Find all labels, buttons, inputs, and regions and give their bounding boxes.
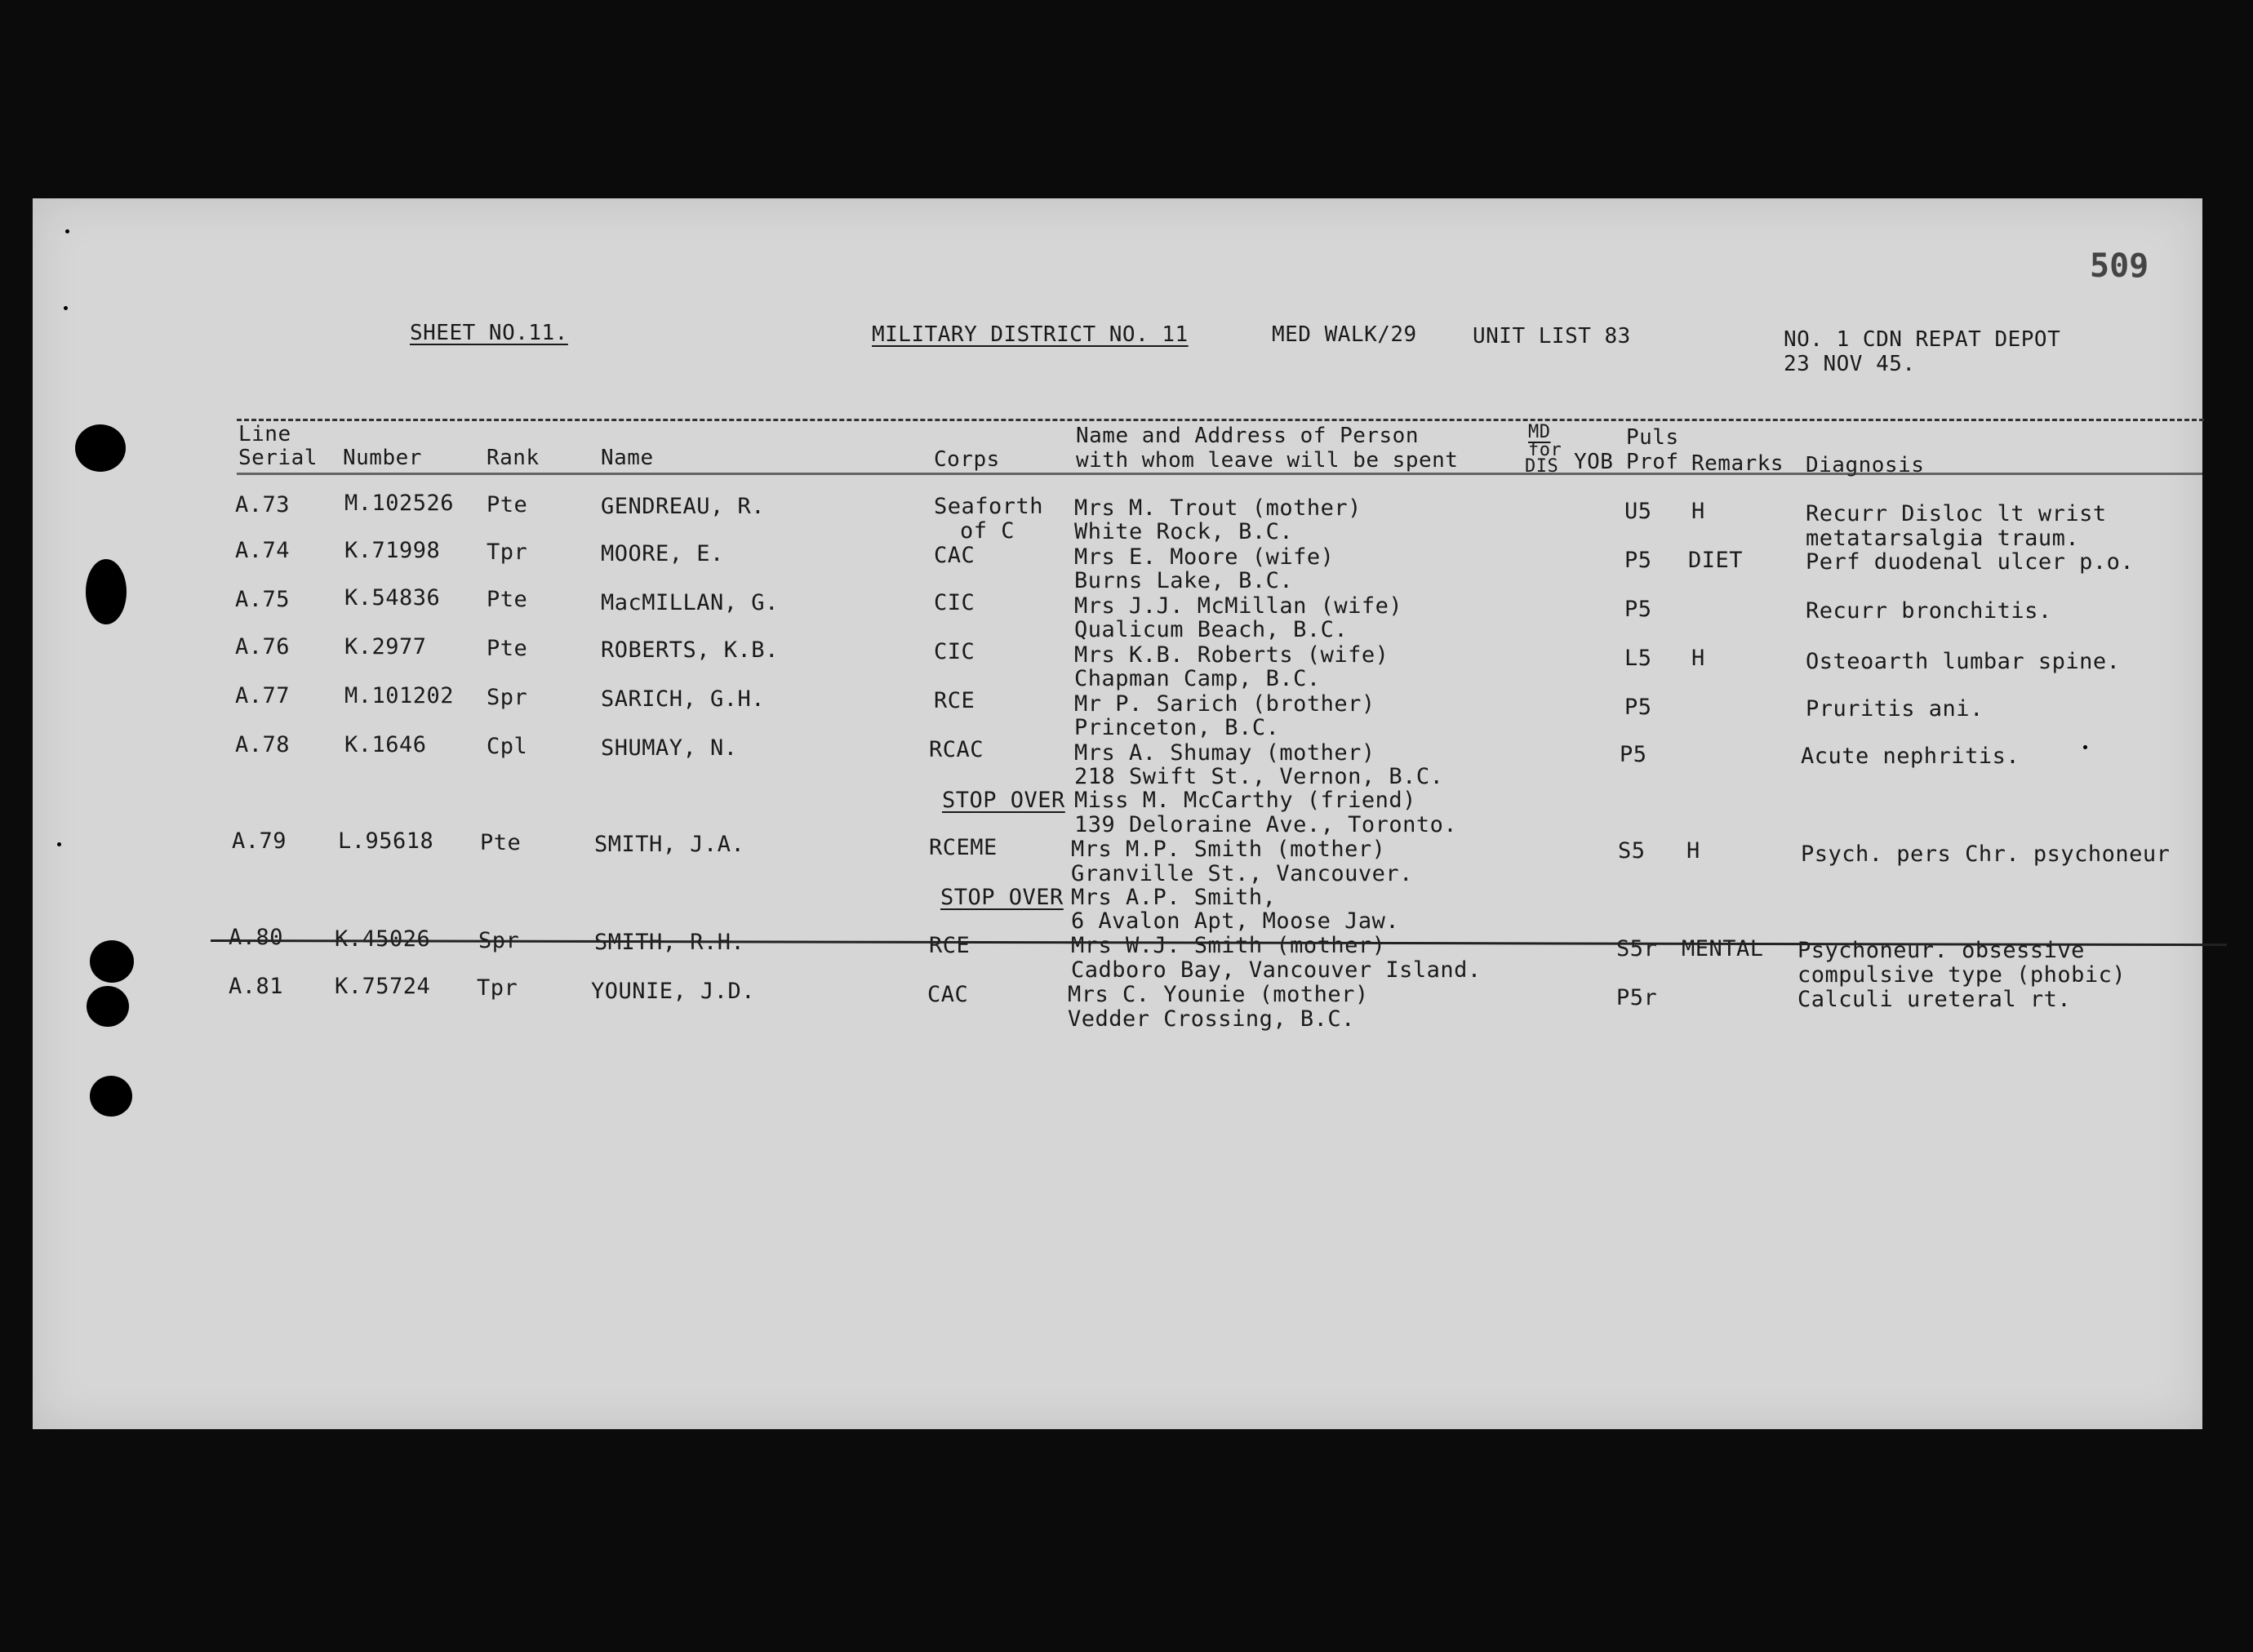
punch-hole: [87, 986, 129, 1027]
col-line: Line: [238, 422, 291, 446]
rank: Tpr: [487, 540, 528, 565]
remarks: H: [1691, 499, 1705, 524]
profile: U5: [1624, 499, 1652, 524]
profile: S5r: [1616, 936, 1658, 961]
number: M.101202: [344, 683, 455, 708]
col-name: Name: [601, 446, 654, 470]
address-line-2: Vedder Crossing, B.C.: [1068, 1006, 1355, 1032]
number: K.71998: [344, 538, 441, 563]
punch-hole: [86, 559, 127, 624]
address-line-4: 6 Avalon Apt, Moose Jaw.: [1071, 908, 1400, 934]
punch-hole: [75, 424, 126, 472]
address-line-2: Cadboro Bay, Vancouver Island.: [1071, 957, 1482, 983]
col-rank: Rank: [487, 446, 540, 470]
diagnosis-line-1: Calculi ureteral rt.: [1798, 987, 2072, 1012]
speck: [57, 842, 61, 846]
remarks: DIET: [1688, 548, 1744, 573]
address-line-1: Mrs J.J. McMillan (wife): [1074, 593, 1403, 619]
corps: CIC: [934, 590, 975, 615]
col-puls: Puls: [1626, 425, 1679, 450]
corps: CAC: [934, 543, 975, 568]
name: YOUNIE, J.D.: [591, 979, 756, 1004]
rank: Pte: [487, 587, 528, 612]
diagnosis-line-1: Acute nephritis.: [1801, 744, 2020, 769]
diagnosis-line-1: Psych. pers Chr. psychoneur: [1801, 842, 2171, 867]
diagnosis-line-1: Psychoneur. obsessive: [1798, 938, 2085, 963]
rank: Spr: [487, 685, 528, 710]
corps: RCAC: [929, 737, 984, 762]
address-line-1: Mr P. Sarich (brother): [1074, 691, 1375, 717]
name: MacMILLAN, G.: [601, 590, 779, 615]
serial: A.80: [229, 925, 284, 950]
col-diagnosis: Diagnosis: [1806, 453, 1925, 477]
remarks: H: [1686, 838, 1700, 864]
col-serial: Serial: [238, 446, 318, 470]
rank: Pte: [487, 492, 528, 517]
punch-hole: [90, 940, 134, 983]
number: K.54836: [344, 585, 441, 611]
diagnosis-line-2: compulsive type (phobic): [1798, 962, 2126, 988]
list-date: 23 NOV 45.: [1784, 352, 1916, 376]
document-sheet: [33, 198, 2202, 1429]
profile: P5: [1624, 695, 1652, 720]
corps: RCEME: [929, 835, 998, 860]
profile: P5r: [1616, 985, 1658, 1010]
col-prof: Prof: [1626, 450, 1679, 474]
name: SARICH, G.H.: [601, 686, 766, 712]
number: L.95618: [338, 828, 434, 854]
diagnosis-line-1: Osteoarth lumbar spine.: [1806, 649, 2121, 674]
speck: [2083, 745, 2087, 749]
diagnosis-line-2: metatarsalgia traum.: [1806, 526, 2080, 551]
rank: Spr: [478, 928, 520, 953]
unit-list: UNIT LIST 83: [1473, 324, 1631, 349]
corps: RCE: [934, 688, 975, 713]
diagnosis-line-1: Perf duodenal ulcer p.o.: [1806, 549, 2135, 575]
remarks: MENTAL: [1682, 936, 1764, 961]
serial: A.74: [235, 538, 291, 563]
corps: RCE: [929, 933, 971, 958]
address-line-4: 139 Deloraine Ave., Toronto.: [1074, 812, 1458, 837]
address-line-2: Princeton, B.C.: [1074, 715, 1280, 740]
speck: [64, 306, 68, 310]
rank: Cpl: [487, 734, 528, 759]
address-line-3: Miss M. McCarthy (friend): [1074, 788, 1416, 813]
serial: A.75: [235, 587, 291, 612]
sheet-number: SHEET NO.11.: [410, 321, 568, 345]
rank: Pte: [487, 636, 528, 661]
number: M.102526: [344, 491, 455, 516]
header-bottom-rule: [237, 473, 2202, 475]
corps: CIC: [934, 639, 975, 664]
address-line-1: Mrs K.B. Roberts (wife): [1074, 642, 1389, 668]
col-corps: Corps: [934, 447, 1000, 472]
number: K.1646: [344, 732, 427, 757]
col-for: for: [1528, 440, 1562, 460]
profile: S5: [1618, 838, 1646, 864]
punch-hole: [90, 1076, 132, 1117]
serial: A.81: [229, 974, 284, 999]
address-line-1: Mrs M.P. Smith (mother): [1071, 837, 1386, 862]
stop-over-label: STOP OVER: [940, 885, 1064, 910]
serial: A.76: [235, 634, 291, 659]
col-dis: DIS: [1525, 456, 1559, 477]
number: K.75724: [335, 974, 431, 999]
address-line-1: Mrs A. Shumay (mother): [1074, 740, 1375, 766]
name: MOORE, E.: [601, 541, 724, 566]
address-line-2: White Rock, B.C.: [1074, 519, 1294, 544]
profile: L5: [1624, 646, 1652, 671]
rank: Pte: [480, 830, 522, 855]
serial: A.73: [235, 492, 291, 517]
depot: NO. 1 CDN REPAT DEPOT: [1784, 327, 2061, 352]
col-md: MD: [1528, 422, 1551, 442]
address-line-2: Granville St., Vancouver.: [1071, 861, 1413, 886]
col-person-1: Name and Address of Person: [1076, 424, 1419, 448]
name: GENDREAU, R.: [601, 494, 766, 519]
corps: CAC: [927, 982, 969, 1007]
address-line-2: Qualicum Beach, B.C.: [1074, 617, 1349, 642]
address-line-2: 218 Swift St., Vernon, B.C.: [1074, 764, 1444, 789]
number: K.45026: [335, 926, 431, 952]
address-line-1: Mrs C. Younie (mother): [1068, 982, 1369, 1007]
address-line-3: Mrs A.P. Smith,: [1071, 885, 1277, 910]
serial: A.78: [235, 732, 291, 757]
profile: P5: [1624, 597, 1652, 622]
address-line-1: Mrs M. Trout (mother): [1074, 495, 1362, 521]
number: K.2977: [344, 634, 427, 659]
profile: P5: [1620, 742, 1647, 767]
military-district: MILITARY DISTRICT NO. 11: [872, 322, 1189, 347]
page-number: 509: [2090, 247, 2149, 285]
rank: Tpr: [477, 975, 518, 1001]
col-number: Number: [343, 446, 422, 470]
address-line-1: Mrs W.J. Smith (mother): [1071, 933, 1386, 958]
col-remarks: Remarks: [1691, 451, 1784, 476]
name: SHUMAY, N.: [601, 735, 738, 761]
name: SMITH, R.H.: [594, 930, 745, 955]
reference: MED WALK/29: [1272, 322, 1417, 347]
diagnosis-line-1: Recurr Disloc lt wrist: [1806, 501, 2107, 526]
col-person-2: with whom leave will be spent: [1076, 448, 1459, 473]
speck: [65, 229, 69, 233]
diagnosis-line-1: Pruritis ani.: [1806, 696, 1984, 722]
address-line-1: Mrs E. Moore (wife): [1074, 544, 1335, 570]
stop-over-label: STOP OVER: [942, 788, 1065, 813]
address-line-2: Chapman Camp, B.C.: [1074, 666, 1321, 691]
profile: P5: [1624, 548, 1652, 573]
address-line-2: Burns Lake, B.C.: [1074, 568, 1294, 593]
remarks: H: [1691, 646, 1705, 671]
name: SMITH, J.A.: [594, 832, 745, 857]
corps-line-2: of C: [960, 518, 1015, 544]
name: ROBERTS, K.B.: [601, 637, 779, 663]
diagnosis-line-1: Recurr bronchitis.: [1806, 598, 2052, 624]
serial: A.79: [232, 828, 287, 854]
corps: Seaforth: [934, 494, 1044, 519]
serial: A.77: [235, 683, 291, 708]
header-top-rule: [237, 419, 2204, 421]
col-yob: YOB: [1574, 450, 1614, 474]
